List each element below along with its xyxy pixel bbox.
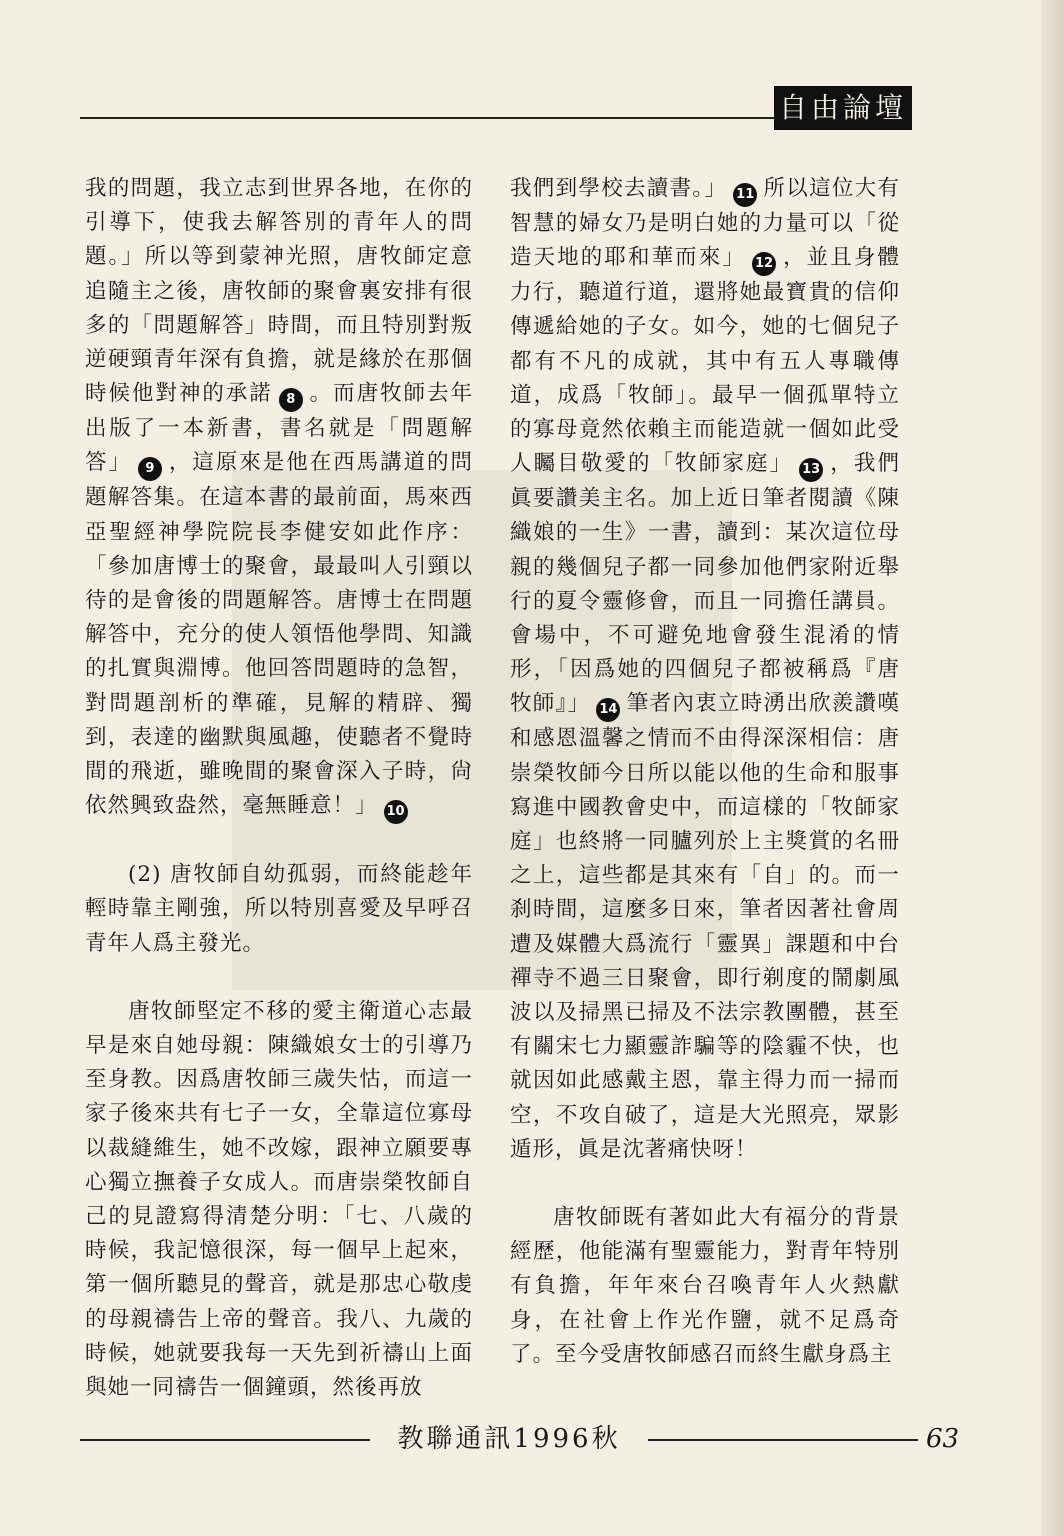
paragraph-text: 所以這位大有智慧的婦女乃是明白她的力量可以「從造天地的耶和華而來」 [510,176,900,271]
left-column [85,172,473,1405]
footnote-marker: 13 [799,458,823,482]
footer-rule-right [648,1439,918,1441]
page-spine-edge [1041,0,1063,1536]
footnote-marker: 10 [384,800,408,824]
footnote-marker: 11 [733,183,757,207]
paragraph-text: 我們到學校去讀書。」 [510,176,728,201]
right-column [510,172,900,1372]
paragraph-text: 我的問題，我立志到世界各地，在你的引導下，使我去解答別的青年人的問題。」所以等到蒙神光照，唐牧師定意追隨主之後，唐牧師的聚會裏安排有很多的「問題解答」時間，而且特別對叛逆硬頸青年深有負擔，就是緣於在那個時候他對神的承諾 [85,176,473,407]
footer-rule-left [80,1439,370,1441]
paragraph [510,172,900,1167]
paragraph-text: 。而唐牧師去年出版了一本新書，書名就是「問題解答」 [85,381,473,476]
paragraph: (2) 唐牧師自幼孤弱，而終能趁年輕時靠主剛強，所以特別喜愛及早呼召青年人爲主發光。 [85,862,473,956]
paragraph-text: ，這原來是他在西馬講道的問題解答集。在這本書的最前面，馬來西亞聖經神學院院長李健安如此作序：「參加唐博士的聚會，最最叫人引頸以待的是會後的問題解答。唐博士在問題解答中，充分的使人領悟他學問、知識的扎實與淵博。他回答問題時的急智，對問題剖析的準確，見解的精辟、獨到，表達的幽默與風趣，使聽者不覺時間的飛逝，雖晚間的聚會深入子時，尙依然興致盎然，毫無睡意！」 [85,450,473,819]
footnote-marker: 9 [138,457,162,481]
paragraph: 唐牧師既有著如此大有福分的背景經歷，他能滿有聖靈能力，對青年特別有負擔，年年來台召喚青年人火熱獻身，在社會上作光作鹽，就不足爲奇了。至今受唐牧師感召而終生獻身爲主 [510,1205,900,1367]
header-rule [80,117,780,119]
section-title: 自由論壇 [774,86,912,130]
footnote-marker: 8 [279,388,303,412]
paragraph-text: ，並且身體力行，聽道行道，還將她最寶貴的信仰傳遞給她的子女。如今，她的七個兒子都有不凡的成就，其中有五人專職傳道，成爲「牧師」。最早一個孤單特立的寡母竟然依賴主而能造就一個如此受人矚目敬愛的「牧師家庭」 [510,245,900,477]
paragraph-text: 筆者內衷立時湧出欣羨讚嘆和感恩溫馨之情而不由得深深相信：唐崇榮牧師今日所以能以他的生命和服事寫進中國教會史中，而這樣的「牧師家庭」也終將一同臚列於上主獎賞的名冊之上，這些都是其來有「自」的。而一刹時間，這麼多日來，筆者因著社會周遭及媒體大爲流行「靈異」課題和中台禪寺不過三日聚會，即行剃度的鬧劇風波以及掃黑已掃及不法宗教團體，甚至有關宋七力顯靈詐騙等的陰霾不快，也就因如此感戴主恩，靠主得力而一掃而空，不攻自破了，這是大光照亮，眾影遁形，眞是沈著痛快呀！ [510,691,900,1162]
paragraph [85,172,473,824]
page-number: 63 [926,1424,960,1454]
footnote-marker: 12 [752,252,776,276]
footnote-marker: 14 [596,698,620,722]
publication-title: 教聯通訊1996秋 [397,1424,621,1454]
paragraph-text: ，我們眞要讚美主名。加上近日筆者閱讀《陳織娘的一生》一書，讀到：某次這位母親的幾個兒子都一同參加他們家附近舉行的夏令靈修會，而且一同擔任講員。會場中，不可避免地會發生混淆的情形，「因爲她的四個兒子都被稱爲『唐牧師』」 [510,451,900,717]
paragraph: 唐牧師堅定不移的愛主衛道心志最早是來自她母親：陳織娘女士的引導乃至身教。因爲唐牧師三歲失怙，而這一家子後來共有七子一女，全靠這位寡母以裁縫維生，她不改嫁，跟神立願要專心獨立撫養子女成人。而唐崇榮牧師自己的見證寫得清楚分明：「七、八歲的時候，我記憶很深，每一個早上起來，第一個所聽見的聲音，就是那忠心敬虔的母親禱告上帝的聲音。我八、九歲的時候，她就要我每一天先到祈禱山上面與她一同禱告一個鐘頭，然後再放 [85,998,473,1401]
